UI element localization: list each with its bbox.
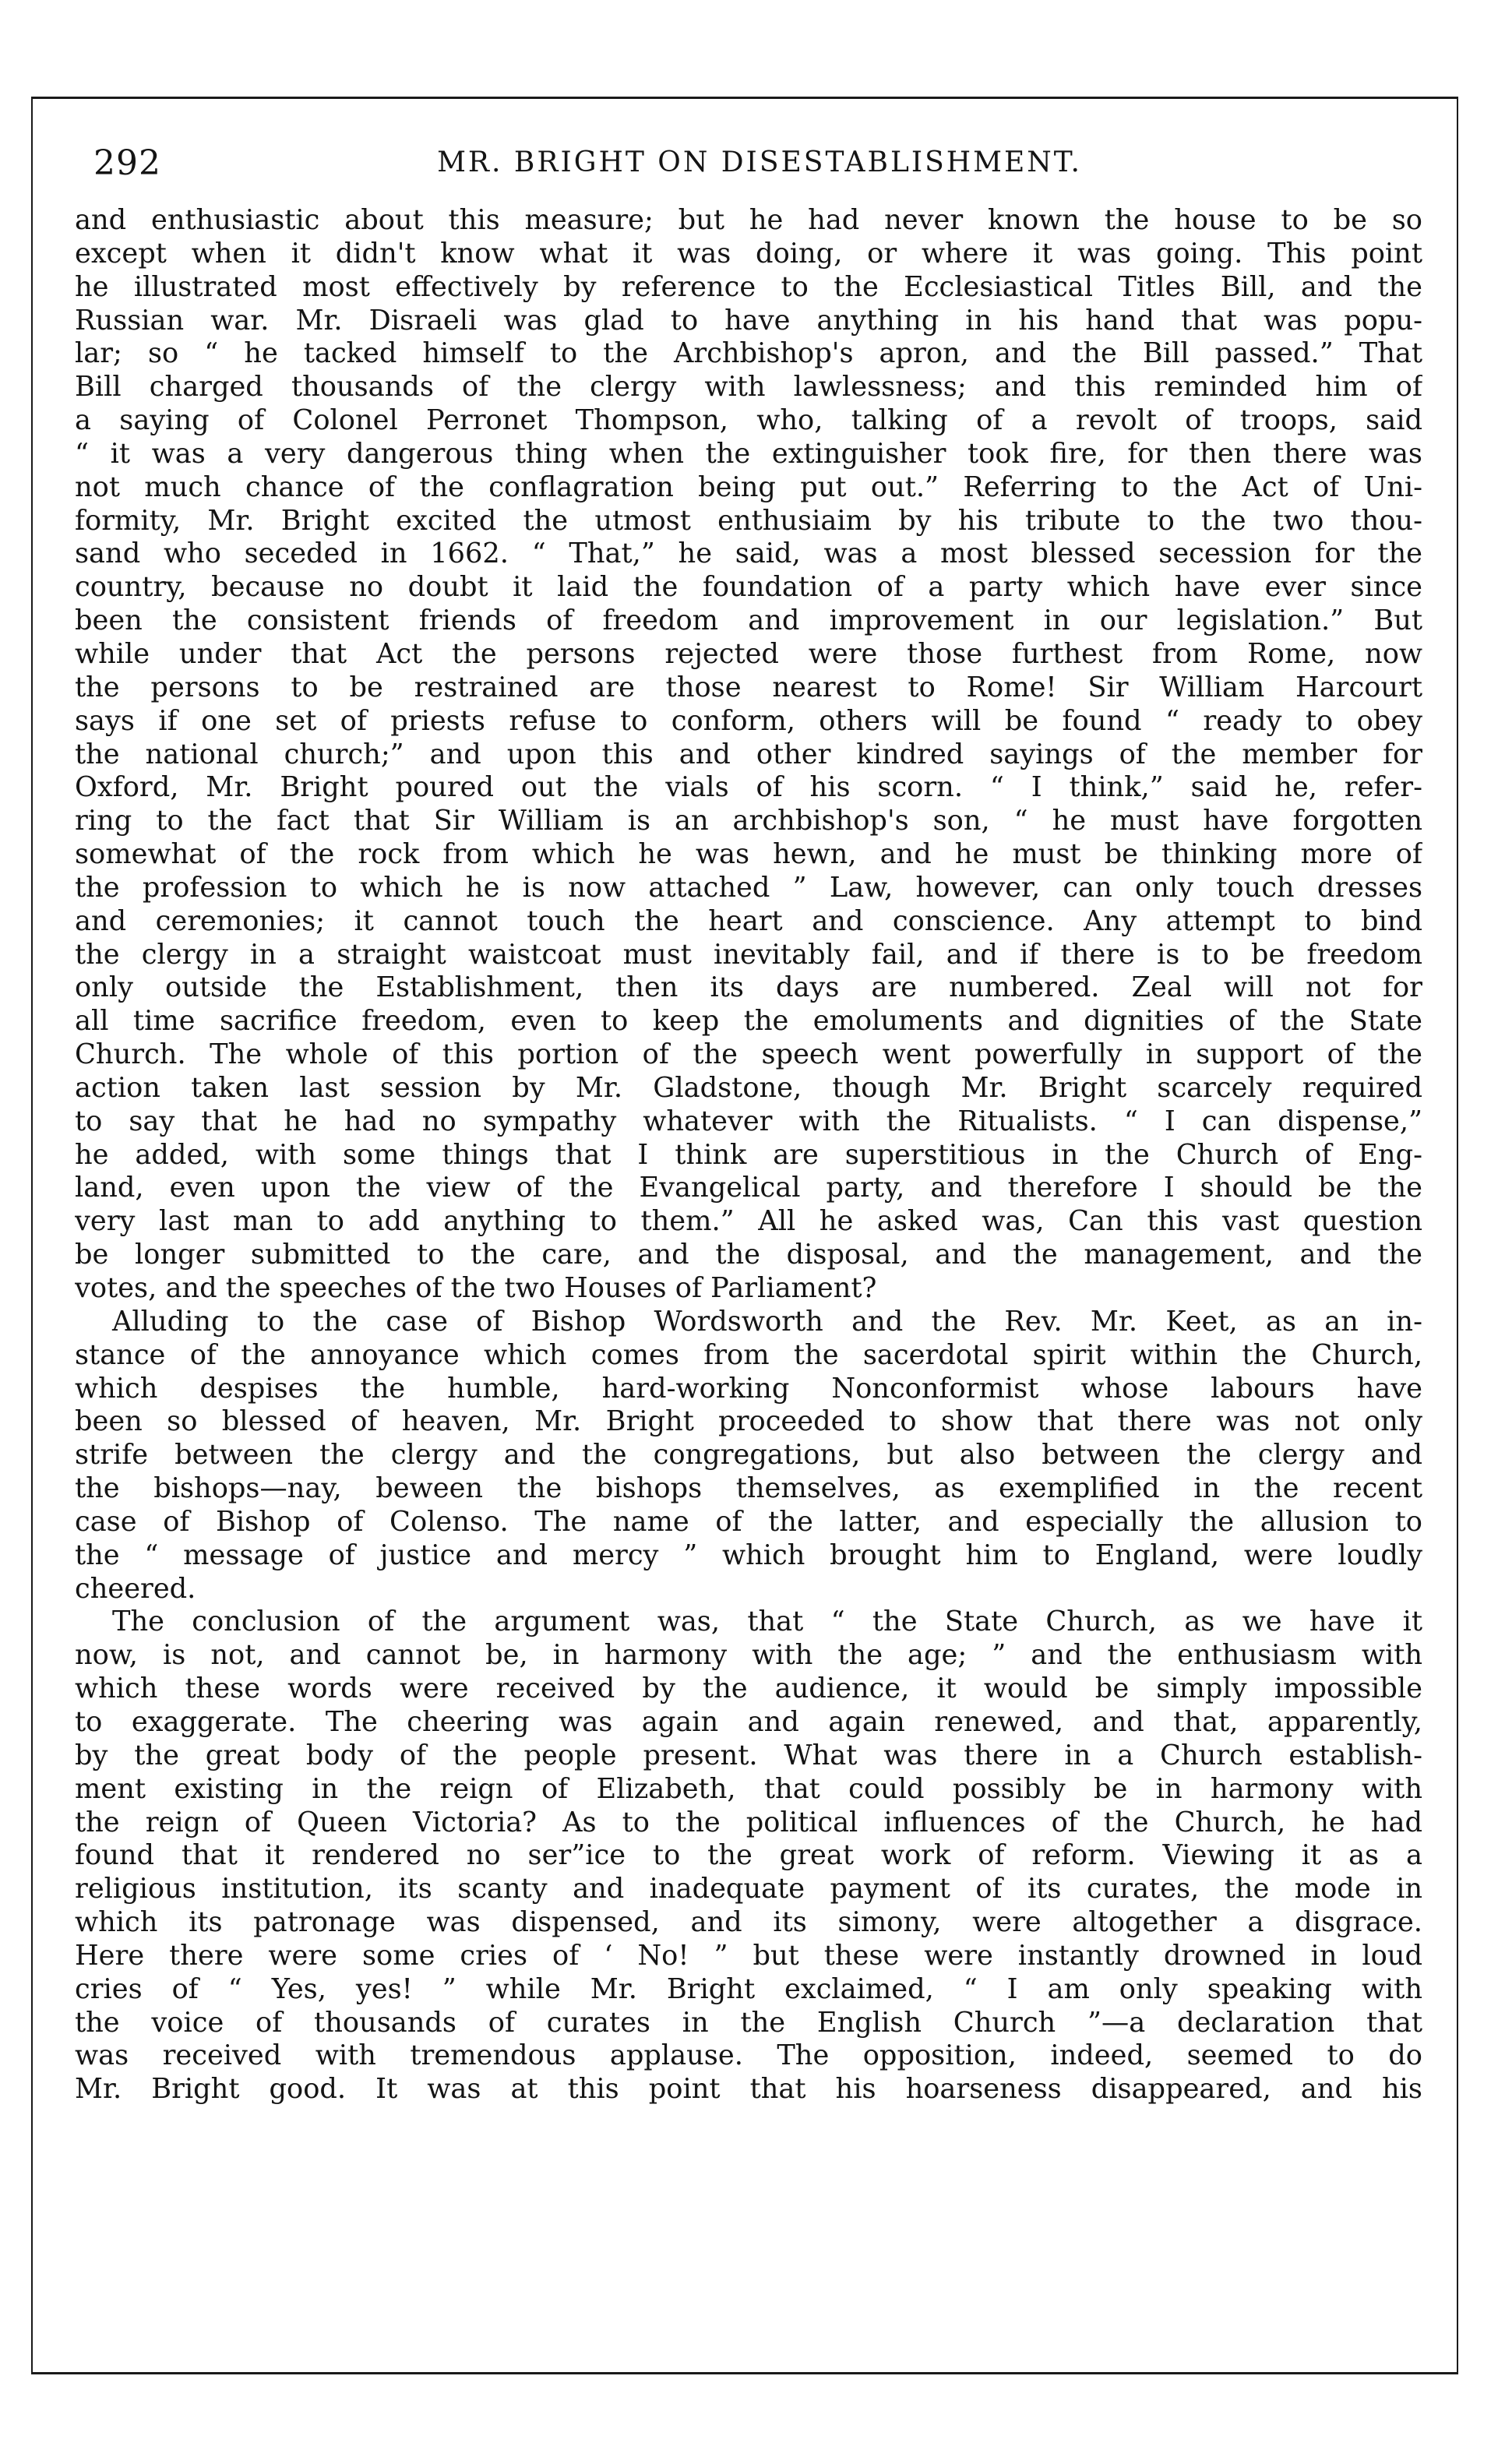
paragraph-end-line: cheered. <box>75 1572 196 1605</box>
text-line: the reign of Queen Victoria? As to the political influences of the Church, he had <box>75 1806 1422 1838</box>
text-line: Church. The whole of this portion of the speech went powerfully in support of the <box>75 1038 1422 1071</box>
page-number: 292 <box>93 143 161 183</box>
text-line: land, even upon the view of the Evangelical party, and therefore I should be the <box>75 1172 1422 1204</box>
paragraph-end-line: votes, and the speeches of the two Houses of Parliament? <box>75 1272 877 1304</box>
text-line: been so blessed of heaven, Mr. Bright proceeded to show that there was not only <box>75 1405 1422 1438</box>
text-line: cries of “ Yes, yes! ” while Mr. Bright exclaimed, “ I am only speaking with <box>75 1972 1422 2005</box>
text-line: very last man to add anything to them.” All he asked was, Can this vast question <box>75 1205 1422 1238</box>
text-line: ment existing in the reign of Elizabeth, that could possibly be in harmony with <box>75 1772 1422 1805</box>
text-line: found that it rendered no ser”ice to the great work of reform. Viewing it as a <box>75 1839 1422 1872</box>
text-line: been the consistent friends of freedom and improvement in our legislation.” But <box>75 605 1422 637</box>
text-line: by the great body of the people present. What was there in a Church establish- <box>75 1739 1422 1771</box>
text-line: Mr. Bright good. It was at this point that his hoarseness disappeared, and his <box>75 2073 1422 2106</box>
text-line: Russian war. Mr. Disraeli was glad to have anything in his hand that was popu- <box>75 304 1422 337</box>
text-line: formity, Mr. Bright excited the utmost enthusiaim by his tribute to the two thou- <box>75 504 1422 537</box>
text-line: country, because no doubt it laid the foundation of a party which have ever since <box>75 571 1422 604</box>
text-line: Oxford, Mr. Bright poured out the vials of his scorn. “ I think,” said he, refer- <box>75 771 1422 804</box>
text-line: a saying of Colonel Perronet Thompson, who, talking of a revolt of troops, said <box>75 404 1422 437</box>
text-line: the “ message of justice and mercy ” which brought him to England, were loudly <box>75 1539 1422 1571</box>
text-line: which these words were received by the audience, it would be simply impossible <box>75 1673 1422 1705</box>
text-line: only outside the Establishment, then its days are numbered. Zeal will not for <box>75 971 1422 1004</box>
paragraph-start-line: The conclusion of the argument was, that “ the State Church, as we have it <box>112 1606 1422 1638</box>
page-header <box>93 143 1426 190</box>
text-line: now, is not, and cannot be, in harmony with the age; ” and the enthusiasm with <box>75 1639 1422 1672</box>
text-line: the voice of thousands of curates in the English Church ”—a declaration that <box>75 2006 1422 2039</box>
text-line: to exaggerate. The cheering was again and again renewed, and that, apparently, <box>75 1705 1422 1738</box>
text-line: “ it was a very dangerous thing when the extinguisher took fire, for then there was <box>75 437 1422 470</box>
text-line: he illustrated most effectively by reference to the Ecclesiastical Titles Bill, and the <box>75 270 1422 303</box>
text-line: the persons to be restrained are those nearest to Rome! Sir William Harcourt <box>75 671 1422 703</box>
text-line: and ceremonies; it cannot touch the heart and conscience. Any attempt to bind <box>75 904 1422 937</box>
text-line: while under that Act the persons rejected were those furthest from Rome, now <box>75 637 1422 670</box>
text-line: the national church;” and upon this and other kindred sayings of the member for <box>75 738 1422 770</box>
text-line: to say that he had no sympathy whatever with the Ritualists. “ I can dispense,” <box>75 1105 1422 1137</box>
text-line: strife between the clergy and the congregations, but also between the clergy and <box>75 1439 1422 1472</box>
text-line: all time sacrifice freedom, even to keep the emoluments and dignities of the State <box>75 1005 1422 1038</box>
text-line: Bill charged thousands of the clergy with lawlessness; and this reminded him of <box>75 371 1422 404</box>
text-line: which its patronage was dispensed, and its simony, were altogether a disgrace. <box>75 1906 1422 1939</box>
text-line: be longer submitted to the care, and the disposal, and the management, and the <box>75 1239 1422 1271</box>
text-line: the bishops—nay, beween the bishops themselves, as exemplified in the recent <box>75 1472 1422 1505</box>
text-line: the clergy in a straight waistcoat must inevitably fail, and if there is to be freedom <box>75 938 1422 971</box>
running-title: MR. BRIGHT ON DISESTABLISHMENT. <box>437 146 1082 178</box>
text-line <box>75 2106 1422 2140</box>
text-line: he added, with some things that I think are superstitious in the Church of Eng- <box>75 1138 1422 1171</box>
text-line: says if one set of priests refuse to conform, others will be found “ ready to obey <box>75 704 1422 737</box>
text-line: not much chance of the conflagration being put out.” Referring to the Act of Uni- <box>75 471 1422 503</box>
text-line: and enthusiastic about this measure; but he had never known the house to be so <box>75 204 1422 236</box>
text-line: religious institution, its scanty and inadequate payment of its curates, the mode in <box>75 1873 1422 1905</box>
text-line: except when it didn't know what it was doing, or where it was going. This point <box>75 237 1422 270</box>
text-line: which despises the humble, hard-working Nonconformist whose labours have <box>75 1372 1422 1405</box>
article-body <box>75 204 1422 2140</box>
text-line: action taken last session by Mr. Gladstone, though Mr. Bright scarcely required <box>75 1071 1422 1104</box>
text-line: somewhat of the rock from which he was hewn, and he must be thinking more of <box>75 838 1422 871</box>
text-line: ring to the fact that Sir William is an archbishop's son, “ he must have forgotten <box>75 805 1422 837</box>
text-line: was received with tremendous applause. The opposition, indeed, seemed to do <box>75 2039 1422 2072</box>
text-line: stance of the annoyance which comes from the sacerdotal spirit within the Church, <box>75 1338 1422 1371</box>
text-line: the profession to which he is now attached ” Law, however, can only touch dresses <box>75 871 1422 904</box>
text-line: Here there were some cries of ‘ No! ” but these were instantly drowned in loud <box>75 1939 1422 1972</box>
paragraph-start-line: Alluding to the case of Bishop Wordsworth and the Rev. Mr. Keet, as an in- <box>112 1305 1422 1338</box>
text-line: case of Bishop of Colenso. The name of the latter, and especially the allusion to <box>75 1505 1422 1538</box>
text-line: lar; so “ he tacked himself to the Archbishop's apron, and the Bill passed.” That <box>75 337 1422 370</box>
text-line: sand who seceded in 1662. “ That,” he said, was a most blessed secession for the <box>75 538 1422 570</box>
